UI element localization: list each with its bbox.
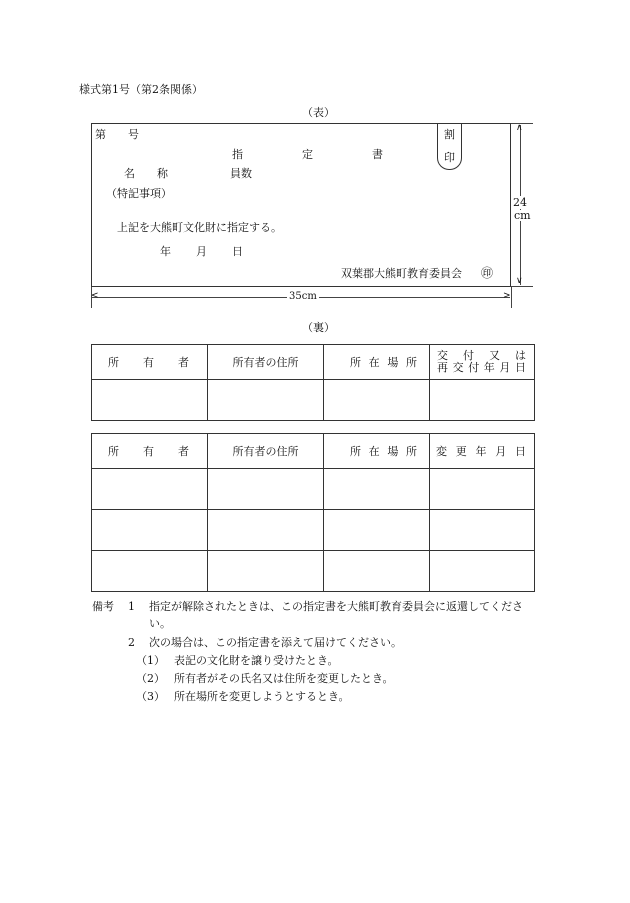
front-label: （表） (302, 106, 335, 119)
cell-location (324, 510, 430, 551)
seal-mark: ㊞ (481, 266, 494, 280)
cell-location (324, 380, 430, 421)
header-owner-address: 所有者の住所 (208, 434, 324, 469)
table-row (92, 469, 535, 510)
transfer-table-header (92, 345, 535, 380)
number-label: 第 号 (95, 128, 139, 141)
header-change-date: 変 更 年 月 日 (430, 434, 535, 469)
table-row (92, 551, 535, 592)
cell-change-date (430, 551, 535, 592)
subitem-2-number: （2） (136, 672, 165, 685)
note-1-number: 1 (128, 600, 135, 613)
cell-location (324, 469, 430, 510)
tally-seal-char-2: 印 (444, 151, 455, 164)
width-dim-arrow-left-icon: < (91, 291, 99, 301)
height-dim-arrow-up-icon: ∧ (516, 123, 523, 133)
special-notes-label: （特記事項） (106, 187, 172, 200)
subitem-2-text: 所有者がその氏名又は住所を変更したとき。 (174, 672, 394, 685)
height-dim-value-num: 24 (513, 196, 527, 209)
title-char-3: 書 (372, 148, 383, 161)
designation-statement: 上記を大熊町文化財に指定する。 (117, 221, 282, 234)
cell-owner-address (208, 510, 324, 551)
header-owner: 所 有 者 (92, 345, 208, 380)
width-dim-value: 35cm (289, 291, 317, 302)
form-title: 様式第1号（第2条関係） (79, 83, 203, 96)
cell-owner (92, 510, 208, 551)
cell-location (324, 551, 430, 592)
cell-issue-date (430, 380, 535, 421)
cell-change-date (430, 510, 535, 551)
header-owner-address: 所有者の住所 (208, 345, 324, 380)
change-table (91, 433, 535, 592)
cell-owner (92, 380, 208, 421)
header-location: 所 在 場 所 (324, 434, 430, 469)
subitem-1-number: （1） (136, 654, 165, 667)
change-table-header (92, 434, 535, 469)
tally-seal-char-1: 割 (444, 128, 455, 141)
table-row (92, 380, 535, 421)
cell-owner (92, 551, 208, 592)
height-dim-arrow-down-icon: ∨ (516, 276, 523, 286)
note-2-number: 2 (128, 636, 135, 649)
back-label: （裏） (302, 321, 335, 334)
issuer-name: 双葉郡大熊町教育委員会 (341, 267, 462, 280)
cell-owner-address (208, 380, 324, 421)
date-month: 月 (196, 245, 207, 258)
count-label: 員数 (230, 167, 252, 180)
header-location: 所 在 場 所 (324, 345, 430, 380)
header-owner: 所 有 者 (92, 434, 208, 469)
table-row (92, 510, 535, 551)
title-char-2: 定 (302, 148, 313, 161)
cell-owner (92, 469, 208, 510)
notes-heading: 備考 (92, 600, 114, 613)
transfer-table (91, 344, 535, 421)
name-label: 名 称 (124, 167, 168, 180)
width-dim-arrow-right-icon: > (503, 291, 511, 301)
subitem-1-text: 表記の文化財を譲り受けたとき。 (174, 654, 339, 667)
note-1-text-cont: い。 (149, 617, 171, 630)
cell-owner-address (208, 551, 324, 592)
height-dim-value-unit: cm (514, 209, 531, 222)
date-year: 年 (160, 245, 171, 258)
title-char-1: 指 (232, 148, 243, 161)
width-dim-right-tick (511, 287, 512, 308)
header-issue-date: 交 付 又 は 再 交 付 年 月 日 (430, 345, 535, 380)
date-day: 日 (232, 245, 243, 258)
cell-change-date (430, 469, 535, 510)
note-1-text: 指定が解除されたときは、この指定書を大熊町教育委員会に返還してくださ (149, 600, 523, 613)
note-2-text: 次の場合は、この指定書を添えて届けてください。 (149, 636, 402, 649)
subitem-3-text: 所在場所を変更しようとするとき。 (174, 690, 350, 703)
subitem-3-number: （3） (136, 690, 165, 703)
cell-owner-address (208, 469, 324, 510)
height-dim-bottom-tick (511, 286, 533, 287)
